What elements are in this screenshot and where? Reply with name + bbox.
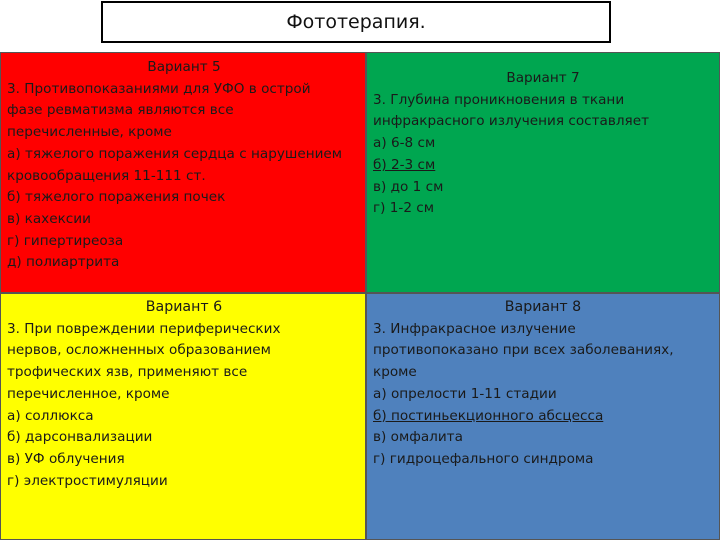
variant-7-panel [366, 52, 720, 293]
answer-option-b-correct: б) 2-3 см [373, 156, 436, 173]
variant-5-heading: Вариант 5 [147, 59, 221, 75]
question-line: 3. Противопоказаниями для УФО в острой [7, 80, 311, 97]
variant-5-question [7, 57, 361, 274]
answer-option-d: г) гидроцефального синдрома [373, 450, 594, 467]
variant-8-heading: Вариант 8 [504, 299, 582, 315]
answer-option-c: в) омфалита [373, 429, 463, 446]
slide-title: Фототерапия. [101, 1, 611, 43]
answer-option-d: г) гипертиреоза [7, 232, 124, 249]
variant-8-question [373, 297, 713, 471]
answer-option-a: а) 6-8 см [373, 135, 436, 152]
answer-option-a-cont: кровообращения 11-111 ст. [7, 167, 206, 184]
variant-6-panel [0, 293, 366, 540]
question-line: инфракрасного излучения составляет [373, 113, 650, 130]
answer-option-d: г) 1-2 см [373, 200, 435, 217]
variant-7-heading: Вариант 7 [506, 70, 580, 86]
answer-option-a: а) тяжелого поражения сердца с нарушением [7, 145, 343, 162]
question-line: 3. Глубина проникновения в ткани [373, 91, 625, 108]
question-line: противопоказано при всех заболеваниях, [373, 342, 674, 359]
answer-option-c: в) до 1 см [373, 178, 444, 195]
variant-6-question [7, 297, 361, 492]
answer-option-c: в) кахексии [7, 210, 91, 227]
variant-8-panel [366, 293, 720, 540]
answer-option-b: б) тяжелого поражения почек [7, 189, 226, 206]
answer-option-e: д) полиартрита [7, 254, 120, 271]
answer-option-a: а) соллюкса [7, 407, 94, 424]
question-line: 3. Инфракрасное излучение [373, 320, 576, 337]
question-line: перечисленное, кроме [7, 385, 170, 402]
variant-5-panel [0, 52, 366, 293]
question-line: кроме [373, 364, 417, 381]
question-line: перечисленные, кроме [7, 124, 172, 141]
variant-7-question [373, 68, 713, 220]
question-line: фазе ревматизма являются все [7, 102, 234, 119]
question-line: трофических язв, применяют все [7, 364, 248, 381]
question-line: нервов, осложненных образованием [7, 342, 271, 359]
answer-option-b-correct: б) постиньекционного абсцесса [373, 407, 604, 424]
answer-option-c: в) УФ облучения [7, 450, 125, 467]
answer-option-d: г) электростимуляции [7, 472, 168, 489]
question-line: 3. При повреждении периферических [7, 320, 281, 337]
variant-6-heading: Вариант 6 [145, 299, 223, 315]
answer-option-b: б) дарсонвализации [7, 429, 153, 446]
answer-option-a: а) опрелости 1-11 стадии [373, 385, 557, 402]
